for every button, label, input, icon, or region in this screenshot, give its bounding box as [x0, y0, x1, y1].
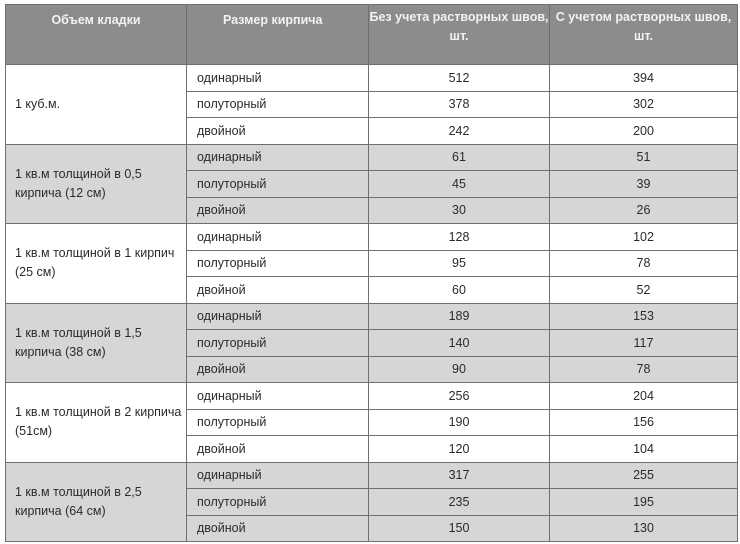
- table-row: [6, 383, 738, 410]
- count-without-joints: 150: [369, 515, 550, 542]
- volume-cell: 1 кв.м толщиной в 0,5 кирпича (12 см): [6, 144, 187, 224]
- count-without-joints: 120: [369, 436, 550, 463]
- brick-size-cell: одинарный: [187, 224, 369, 251]
- brick-count-table: [5, 4, 738, 542]
- brick-size-cell: двойной: [187, 515, 369, 542]
- count-without-joints: 235: [369, 489, 550, 516]
- count-with-joints: 394: [550, 65, 738, 92]
- count-with-joints: 200: [550, 118, 738, 145]
- count-without-joints: 140: [369, 330, 550, 357]
- table-row: [6, 65, 738, 92]
- count-without-joints: 256: [369, 383, 550, 410]
- header-without-joints: Без учета растворных швов, шт.: [369, 5, 550, 65]
- count-without-joints: 190: [369, 409, 550, 436]
- volume-cell: 1 кв.м толщиной в 2 кирпича (51см): [6, 383, 187, 463]
- header-row: [6, 5, 738, 65]
- brick-size-cell: полуторный: [187, 489, 369, 516]
- count-with-joints: 156: [550, 409, 738, 436]
- brick-size-cell: полуторный: [187, 171, 369, 198]
- volume-cell: 1 кв.м толщиной в 2,5 кирпича (64 см): [6, 462, 187, 542]
- count-without-joints: 242: [369, 118, 550, 145]
- brick-size-cell: двойной: [187, 277, 369, 304]
- header-with-joints: С учетом растворных швов, шт.: [550, 5, 738, 65]
- brick-size-cell: полуторный: [187, 330, 369, 357]
- count-without-joints: 317: [369, 462, 550, 489]
- table-row: [6, 224, 738, 251]
- count-without-joints: 30: [369, 197, 550, 224]
- count-with-joints: 153: [550, 303, 738, 330]
- count-without-joints: 61: [369, 144, 550, 171]
- brick-size-cell: полуторный: [187, 250, 369, 277]
- table-row: [6, 303, 738, 330]
- count-with-joints: 78: [550, 356, 738, 383]
- volume-cell: 1 кв.м толщиной в 1 кирпич (25 см): [6, 224, 187, 304]
- brick-size-cell: одинарный: [187, 383, 369, 410]
- brick-size-cell: двойной: [187, 436, 369, 463]
- brick-size-cell: одинарный: [187, 144, 369, 171]
- count-with-joints: 51: [550, 144, 738, 171]
- brick-size-cell: одинарный: [187, 303, 369, 330]
- count-with-joints: 195: [550, 489, 738, 516]
- count-without-joints: 189: [369, 303, 550, 330]
- count-with-joints: 104: [550, 436, 738, 463]
- count-with-joints: 204: [550, 383, 738, 410]
- count-with-joints: 302: [550, 91, 738, 118]
- brick-size-cell: одинарный: [187, 65, 369, 92]
- table-row: [6, 144, 738, 171]
- header-volume: Объем кладки: [6, 5, 187, 65]
- count-with-joints: 52: [550, 277, 738, 304]
- count-without-joints: 45: [369, 171, 550, 198]
- count-with-joints: 78: [550, 250, 738, 277]
- volume-cell: 1 куб.м.: [6, 65, 187, 145]
- count-with-joints: 39: [550, 171, 738, 198]
- count-without-joints: 90: [369, 356, 550, 383]
- brick-size-cell: одинарный: [187, 462, 369, 489]
- count-with-joints: 102: [550, 224, 738, 251]
- brick-size-cell: полуторный: [187, 91, 369, 118]
- brick-size-cell: двойной: [187, 118, 369, 145]
- brick-size-cell: полуторный: [187, 409, 369, 436]
- count-with-joints: 117: [550, 330, 738, 357]
- count-without-joints: 60: [369, 277, 550, 304]
- count-without-joints: 128: [369, 224, 550, 251]
- volume-cell: 1 кв.м толщиной в 1,5 кирпича (38 см): [6, 303, 187, 383]
- count-without-joints: 512: [369, 65, 550, 92]
- table-row: [6, 462, 738, 489]
- count-without-joints: 378: [369, 91, 550, 118]
- count-with-joints: 130: [550, 515, 738, 542]
- brick-size-cell: двойной: [187, 197, 369, 224]
- header-brick-size: Размер кирпича: [187, 5, 369, 65]
- brick-size-cell: двойной: [187, 356, 369, 383]
- count-with-joints: 255: [550, 462, 738, 489]
- count-with-joints: 26: [550, 197, 738, 224]
- count-without-joints: 95: [369, 250, 550, 277]
